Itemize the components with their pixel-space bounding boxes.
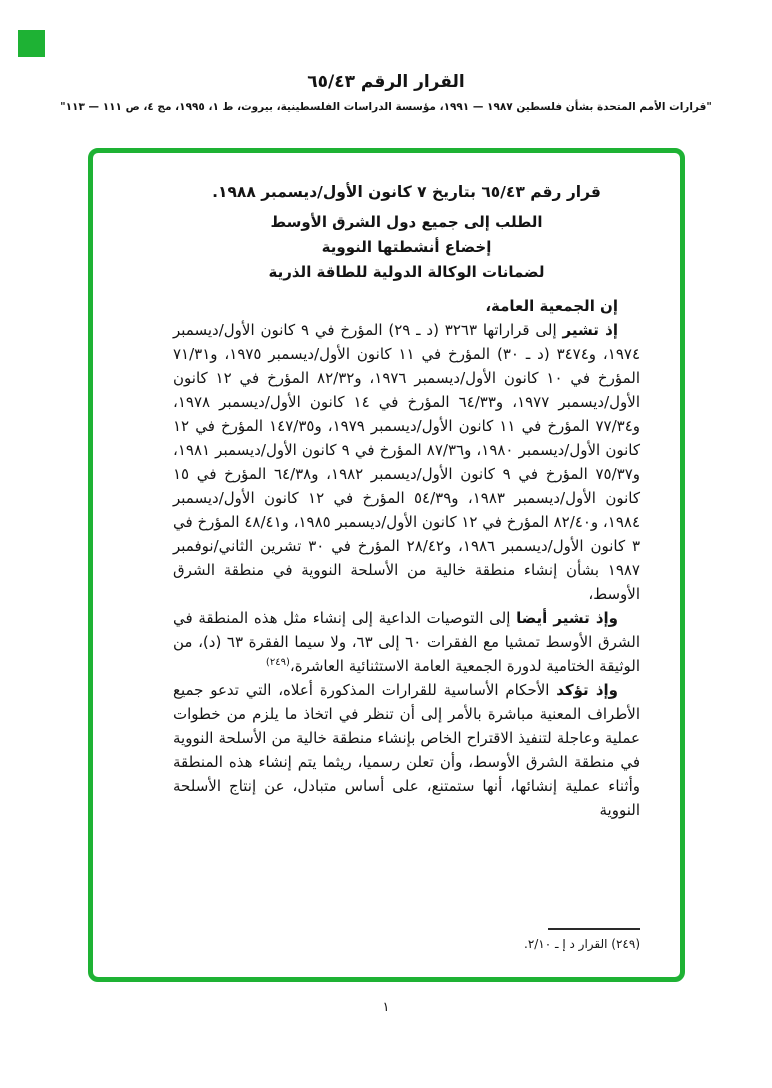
footnote-text: (٢٤٩) القرار د إ ـ ٢/١٠. xyxy=(523,937,640,951)
resolution-number-title: القرار الرقم ٦٥/٤٣ xyxy=(307,72,465,92)
subject-line-2: إخضاع أنشطتها النووية xyxy=(321,238,492,256)
source-citation: "قرارات الأمم المتحدة بشأن فلسطين ١٩٨٧ — ١٩٩١، مؤسسة الدراسات الفلسطينية، بيروت، ط ١، ١٩٩٥، مج ٤، ص ١١١ — ١١٣" xyxy=(60,101,712,113)
subject-line-1: الطلب إلى جميع دول الشرق الأوسط xyxy=(270,213,543,231)
paragraph-text: الأحكام الأساسية للقرارات المذكورة أعلاه، التي تدعو جميع الأطراف المعنية مباشرة بالأمر إلى أن تنظر في اتخاذ ما يلزم من خطوات عملية وعاجلة لتنفيذ الاقتراح الخاص بإنشاء منطقة خالية من الأسلحة النووية في منطقة الشرق الأوسط، وأن تعلن رسميا، ريثما يتم إنشاء هذه المنطقة وأثناء عملية إنشائها، أنها ستمتنع، على أساس متبادل، عن إنتاج الأسلحة النووية xyxy=(173,681,640,819)
preamble-paragraph-3 xyxy=(173,678,640,822)
footnote-block xyxy=(173,928,640,951)
preamble-paragraph-1 xyxy=(173,318,640,606)
footnote-divider xyxy=(548,928,640,930)
paragraph-lead: وإذ تؤكد xyxy=(556,681,619,699)
paragraph-lead: إذ تشير xyxy=(562,321,618,339)
subject-line-3: لضمانات الوكالة الدولية للطاقة الذرية xyxy=(268,263,545,281)
resolution-text-box xyxy=(88,148,685,982)
green-corner-marker xyxy=(18,30,45,57)
document-header xyxy=(0,72,772,113)
preamble-paragraph-2 xyxy=(173,606,640,678)
paragraph-lead: وإذ تشير أيضا xyxy=(516,609,618,627)
resolution-heading: قرار رقم ٦٥/٤٣ بتاريخ ٧ كانون الأول/ديسمبر ١٩٨٨. xyxy=(212,183,601,201)
opening-line: إن الجمعية العامة، xyxy=(485,297,618,315)
paragraph-text: إلى التوصيات الداعية إلى إنشاء مثل هذه المنطقة في الشرق الأوسط تمشيا مع الفقرات ٦٠ إلى ٦٣، ولا سيما الفقرة ٦٣ (د)، من الوثيقة الختامية لدورة الجمعية العامة الاستثنائية العاشرة، xyxy=(173,609,640,675)
page-number: ١ xyxy=(382,1000,390,1015)
paragraph-text: إلى قراراتها ٣٢٦٣ (د ـ ٢٩) المؤرخ في ٩ كانون الأول/ديسمبر ١٩٧٤، و٣٤٧٤ (د ـ ٣٠) المؤرخ في ١١ كانون الأول/ديسمبر ١٩٧٥، و٧١/٣١ المؤرخ في ١٠ كانون الأول/ديسمبر ١٩٧٦، و٨٢/٣٢ المؤرخ في ١٢ كانون الأول/ديسمبر ١٩٧٧، و٦٤/٣٣ المؤرخ في ١٤ كانون الأول/ديسمبر ١٩٧٨، و٧٧/٣٤ المؤرخ في ١١ كانون الأول/ديسمبر ١٩٧٩، و١٤٧/٣٥ المؤرخ في ١٢ كانون الأول/ديسمبر ١٩٨٠، و٨٧/٣٦ المؤرخ في ٩ كانون الأول/ديسمبر ١٩٨١، و٧٥/٣٧ المؤرخ في ٩ كانون الأول/ديسمبر ١٩٨٢، و٦٤/٣٨ المؤرخ في ١٥ كانون الأول/ديسمبر ١٩٨٣، و٥٤/٣٩ المؤرخ في ١٢ كانون الأول/ديسمبر ١٩٨٤، و٨٢/٤٠ المؤرخ في ١٢ كانون الأول/ديسمبر ١٩٨٥، و٤٨/٤١ المؤرخ في ٣ كانون الأول/ديسمبر ١٩٨٦، و٢٨/٤٢ المؤرخ في ٣٠ تشرين الثاني/نوفمبر ١٩٨٧ بشأن إنشاء منطقة خالية من الأسلحة النووية في منطقة الشرق الأوسط، xyxy=(173,321,641,603)
footnote-reference: (٢٤٩) xyxy=(265,657,290,668)
